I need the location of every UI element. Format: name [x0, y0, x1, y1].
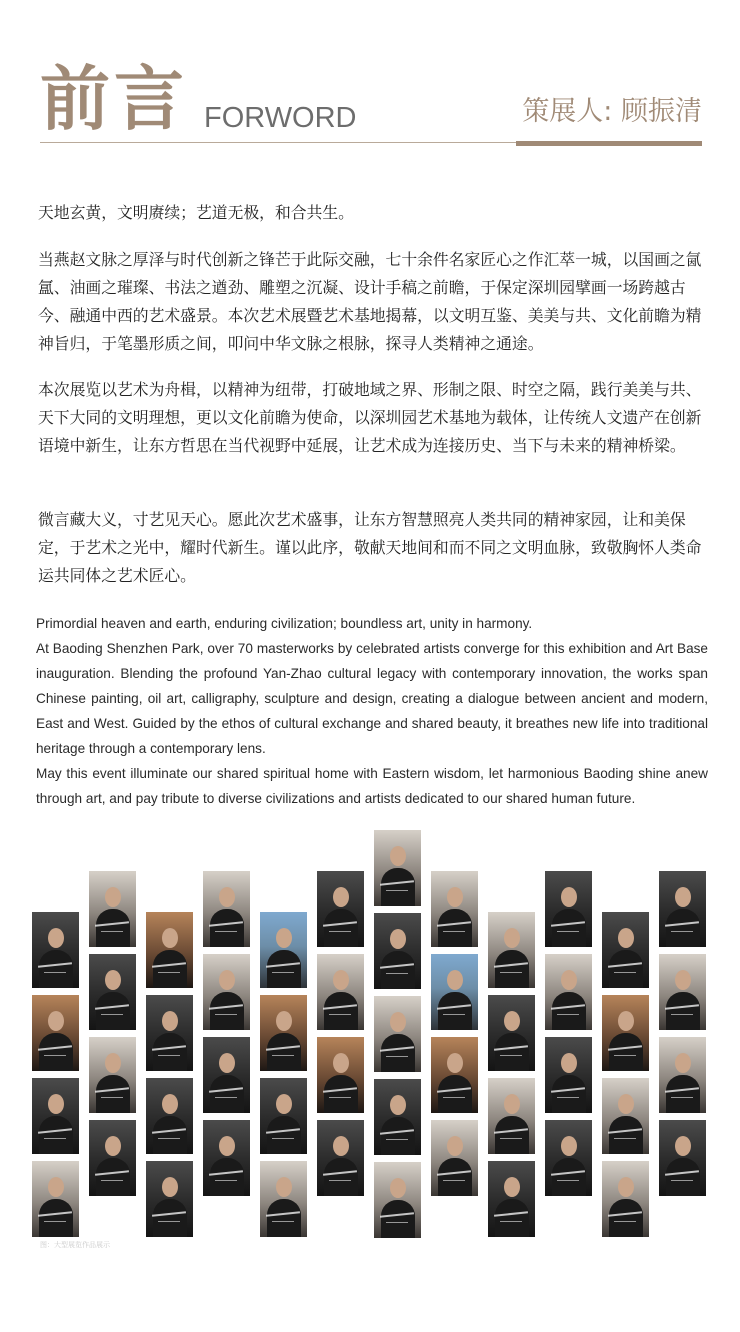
- portrait-figure: [39, 1033, 73, 1071]
- artist-portrait: [659, 1120, 706, 1196]
- artist-portrait: [260, 1078, 307, 1154]
- portrait-figure: [39, 1116, 73, 1154]
- artist-portrait: [89, 871, 136, 947]
- portrait-figure: [381, 868, 415, 906]
- artist-portrait: [545, 1037, 592, 1113]
- artist-portrait: [89, 954, 136, 1030]
- portrait-figure: [162, 1094, 178, 1114]
- portrait-figure: [390, 846, 406, 866]
- portrait-figure: [333, 1136, 349, 1156]
- portrait-figure: [276, 1094, 292, 1114]
- artist-signature: [386, 973, 408, 974]
- portrait-figure: [324, 1075, 358, 1113]
- artist-signature: [557, 1180, 579, 1181]
- artist-signature: [44, 972, 66, 973]
- portrait-figure: [162, 1177, 178, 1197]
- portrait-figure: [333, 970, 349, 990]
- portrait-figure: [219, 970, 235, 990]
- portrait-figure: [666, 909, 700, 947]
- page-title-cn: 前言: [40, 58, 188, 140]
- artist-portrait: [260, 1161, 307, 1237]
- artist-signature: [272, 1055, 294, 1056]
- artist-signature: [500, 1221, 522, 1222]
- portrait-figure: [48, 1094, 64, 1114]
- artist-signature: [614, 1055, 636, 1056]
- artist-signature: [272, 1138, 294, 1139]
- artist-signature: [101, 1014, 123, 1015]
- artist-portrait: [431, 1120, 478, 1196]
- artist-portrait: [317, 1037, 364, 1113]
- artist-signature: [44, 1221, 66, 1222]
- portrait-figure: [381, 1117, 415, 1155]
- portrait-figure: [39, 950, 73, 988]
- artist-signature: [443, 931, 465, 932]
- artist-signature: [215, 1014, 237, 1015]
- artist-portrait: [488, 1078, 535, 1154]
- portrait-figure: [618, 1177, 634, 1197]
- artist-portrait: [317, 1120, 364, 1196]
- artist-portrait: [317, 954, 364, 1030]
- artist-portrait: [431, 871, 478, 947]
- portrait-figure: [276, 1011, 292, 1031]
- artist-signature: [557, 1097, 579, 1098]
- artist-portrait: [32, 1078, 79, 1154]
- artist-signature: [386, 1222, 408, 1223]
- artist-portrait: [374, 1162, 421, 1238]
- portrait-figure: [609, 1199, 643, 1237]
- artist-portrait: [146, 912, 193, 988]
- portrait-figure: [447, 887, 463, 907]
- portrait-figure: [675, 1053, 691, 1073]
- portrait-figure: [324, 1158, 358, 1196]
- portrait-figure: [96, 992, 130, 1030]
- portrait-figure: [105, 970, 121, 990]
- artist-portrait: [431, 954, 478, 1030]
- portrait-figure: [561, 1136, 577, 1156]
- portrait-figure: [618, 1094, 634, 1114]
- artist-portrait: [203, 871, 250, 947]
- artist-signature: [215, 1097, 237, 1098]
- artist-portrait: [659, 871, 706, 947]
- artist-portrait: [545, 954, 592, 1030]
- portrait-figure: [618, 1011, 634, 1031]
- portrait-figure: [96, 909, 130, 947]
- artist-portrait: [602, 1078, 649, 1154]
- artist-signature: [557, 931, 579, 932]
- portrait-figure: [48, 1177, 64, 1197]
- portrait-figure: [267, 1116, 301, 1154]
- portrait-figure: [552, 992, 586, 1030]
- en-paragraph-2: At Baoding Shenzhen Park, over 70 masterworks by celebrated artists converge for this exhibition and Art Base inauguration. Blending the profound Yan-Zhao cultural legacy with contemporary innovation, the works span Chinese painting, oil art, calligraphy, sculpture and design, creating a dialogue between ancient and modern, East and West. Guided by the ethos of cultural exchange and shared beauty, it breathes new life into traditional heritage through a contemporary lens.: [36, 641, 708, 756]
- artist-portrait: [374, 913, 421, 989]
- portrait-figure: [333, 1053, 349, 1073]
- portrait-figure: [495, 1199, 529, 1237]
- artist-signature: [671, 1097, 693, 1098]
- cn-paragraph-1: 天地玄黄，文明赓续；艺道无极，和合共生。: [38, 203, 354, 222]
- artist-portrait: [488, 912, 535, 988]
- artist-portrait: [203, 1120, 250, 1196]
- portrait-figure: [96, 1075, 130, 1113]
- portrait-figure: [561, 1053, 577, 1073]
- portrait-figure: [504, 1011, 520, 1031]
- portrait-figure: [438, 1158, 472, 1196]
- portrait-figure: [447, 1053, 463, 1073]
- portrait-figure: [390, 929, 406, 949]
- artist-portrait: [488, 995, 535, 1071]
- artist-portrait: [374, 996, 421, 1072]
- portrait-figure: [105, 1053, 121, 1073]
- artist-signature: [500, 1138, 522, 1139]
- portrait-figure: [162, 928, 178, 948]
- grid-footnote: 图：大型展览作品展示: [40, 1241, 110, 1249]
- portrait-figure: [48, 1011, 64, 1031]
- artist-signature: [158, 1221, 180, 1222]
- portrait-figure: [438, 909, 472, 947]
- artist-signature: [443, 1014, 465, 1015]
- artist-portrait: [146, 1078, 193, 1154]
- artist-portrait: [203, 1037, 250, 1113]
- portrait-figure: [162, 1011, 178, 1031]
- artist-signature: [671, 931, 693, 932]
- artist-signature: [614, 1138, 636, 1139]
- artist-signature: [44, 1138, 66, 1139]
- artist-signature: [557, 1014, 579, 1015]
- portrait-figure: [267, 950, 301, 988]
- artist-signature: [386, 890, 408, 891]
- artist-portrait: [374, 830, 421, 906]
- portrait-figure: [210, 1158, 244, 1196]
- portrait-figure: [447, 970, 463, 990]
- artist-portrait: [602, 1161, 649, 1237]
- portrait-figure: [381, 1034, 415, 1072]
- portrait-figure: [675, 887, 691, 907]
- portrait-figure: [219, 1053, 235, 1073]
- cn-paragraph-2: 当燕赵文脉之厚泽与时代创新之锋芒于此际交融，七十余件名家匠心之作汇萃一城，以国画之氤氲、油画之璀璨、书法之遒劲、雕塑之沉凝、设计手稿之前瞻，于保定深圳园擘画一场跨越古今、融通中西的艺术盛景。本次艺术展暨艺术基地揭幕，以文明互鉴、美美与共、文化前瞻为精神旨归，于笔墨形质之间，叩问中华文脉之根脉，探寻人类精神之通途。: [38, 250, 702, 353]
- portrait-figure: [495, 1116, 529, 1154]
- artist-signature: [671, 1180, 693, 1181]
- portrait-figure: [390, 1095, 406, 1115]
- cn-paragraph-3: 本次展览以艺术为舟楫，以精神为纽带，打破地域之界、形制之限、时空之隔，践行美美与共、天下大同的文明理想，更以文化前瞻为使命，以深圳园艺术基地为载体，让传统人文遗产在创新语境中新生，让东方哲思在当代视野中延展，让艺术成为连接历史、当下与未来的精神桥梁。: [38, 380, 702, 455]
- artist-signature: [443, 1180, 465, 1181]
- portrait-figure: [666, 992, 700, 1030]
- portrait-figure: [210, 1075, 244, 1113]
- portrait-figure: [666, 1075, 700, 1113]
- portrait-figure: [561, 887, 577, 907]
- artist-signature: [329, 1014, 351, 1015]
- portrait-figure: [609, 1033, 643, 1071]
- artist-portrait: [602, 995, 649, 1071]
- portrait-figure: [153, 1116, 187, 1154]
- portrait-figure: [153, 1199, 187, 1237]
- artist-portrait: [659, 1037, 706, 1113]
- portrait-figure: [609, 1116, 643, 1154]
- portrait-figure: [504, 1094, 520, 1114]
- portrait-figure: [552, 909, 586, 947]
- artist-portrait: [203, 954, 250, 1030]
- artist-portrait: [89, 1120, 136, 1196]
- portrait-figure: [105, 1136, 121, 1156]
- portrait-figure: [210, 909, 244, 947]
- portrait-figure: [267, 1033, 301, 1071]
- page-title-en: FORWORD: [204, 102, 357, 134]
- en-paragraph-3: May this event illuminate our shared spiritual home with Eastern wisdom, let harmonious Baoding shine anew through art, and pay tribute to diverse civilizations and artists dedicated to our shared human future.: [36, 766, 708, 806]
- portrait-figure: [381, 1200, 415, 1238]
- portrait-figure: [504, 928, 520, 948]
- artist-signature: [158, 1138, 180, 1139]
- artist-signature: [101, 931, 123, 932]
- artist-signature: [329, 931, 351, 932]
- portrait-figure: [390, 1012, 406, 1032]
- artist-signature: [671, 1014, 693, 1015]
- curator-label: 策展人: 顾振清: [522, 96, 702, 127]
- artist-signature: [614, 1221, 636, 1222]
- artist-signature: [158, 1055, 180, 1056]
- portrait-figure: [96, 1158, 130, 1196]
- portrait-figure: [438, 992, 472, 1030]
- artist-signature: [500, 972, 522, 973]
- portrait-figure: [48, 928, 64, 948]
- portrait-figure: [219, 887, 235, 907]
- portrait-figure: [495, 1033, 529, 1071]
- portrait-figure: [561, 970, 577, 990]
- artist-portrait: [374, 1079, 421, 1155]
- portrait-figure: [675, 1136, 691, 1156]
- artist-portrait: [431, 1037, 478, 1113]
- artist-signature: [614, 972, 636, 973]
- artist-portrait: [32, 995, 79, 1071]
- artist-portrait: [89, 1037, 136, 1113]
- artist-portrait: [32, 912, 79, 988]
- portrait-figure: [276, 928, 292, 948]
- artist-portrait: [146, 995, 193, 1071]
- portrait-figure: [153, 1033, 187, 1071]
- portrait-figure: [267, 1199, 301, 1237]
- artist-signature: [500, 1055, 522, 1056]
- portrait-figure: [495, 950, 529, 988]
- artist-signature: [386, 1139, 408, 1140]
- artist-portrait: [317, 871, 364, 947]
- portrait-figure: [219, 1136, 235, 1156]
- portrait-figure: [504, 1177, 520, 1197]
- portrait-figure: [666, 1158, 700, 1196]
- portrait-figure: [324, 992, 358, 1030]
- artist-portrait: [602, 912, 649, 988]
- portrait-figure: [675, 970, 691, 990]
- portrait-figure: [153, 950, 187, 988]
- portrait-figure: [276, 1177, 292, 1197]
- artist-portrait: [32, 1161, 79, 1237]
- portrait-figure: [447, 1136, 463, 1156]
- artist-signature: [158, 972, 180, 973]
- artist-portrait: [659, 954, 706, 1030]
- artist-portrait: [545, 1120, 592, 1196]
- portrait-figure: [381, 951, 415, 989]
- artist-signature: [272, 972, 294, 973]
- portrait-figure: [552, 1075, 586, 1113]
- artist-signature: [272, 1221, 294, 1222]
- portrait-figure: [390, 1178, 406, 1198]
- portrait-figure: [438, 1075, 472, 1113]
- artist-portrait: [488, 1161, 535, 1237]
- artist-signature: [215, 931, 237, 932]
- en-paragraph-1: Primordial heaven and earth, enduring civilization; boundless art, unity in harmony.: [36, 616, 533, 631]
- artist-signature: [44, 1055, 66, 1056]
- artist-signature: [443, 1097, 465, 1098]
- cn-paragraph-4: 微言藏大义，寸艺见天心。愿此次艺术盛事，让东方智慧照亮人类共同的精神家园，让和美保定，于艺术之光中，耀时代新生。谨以此序，敬献天地间和而不同之文明血脉，致敬胸怀人类命运共同体之艺术匠心。: [38, 510, 702, 585]
- portrait-figure: [39, 1199, 73, 1237]
- artist-signature: [101, 1097, 123, 1098]
- artist-portrait: [146, 1161, 193, 1237]
- artist-signature: [329, 1097, 351, 1098]
- artist-signature: [215, 1180, 237, 1181]
- artist-portrait: [260, 995, 307, 1071]
- artist-signature: [386, 1056, 408, 1057]
- artist-signature: [329, 1180, 351, 1181]
- portrait-figure: [618, 928, 634, 948]
- portrait-figure: [552, 1158, 586, 1196]
- portrait-figure: [210, 992, 244, 1030]
- portrait-figure: [609, 950, 643, 988]
- portrait-figure: [105, 887, 121, 907]
- artist-portrait: [545, 871, 592, 947]
- artist-portrait: [260, 912, 307, 988]
- artist-signature: [101, 1180, 123, 1181]
- portrait-figure: [324, 909, 358, 947]
- portrait-figure: [333, 887, 349, 907]
